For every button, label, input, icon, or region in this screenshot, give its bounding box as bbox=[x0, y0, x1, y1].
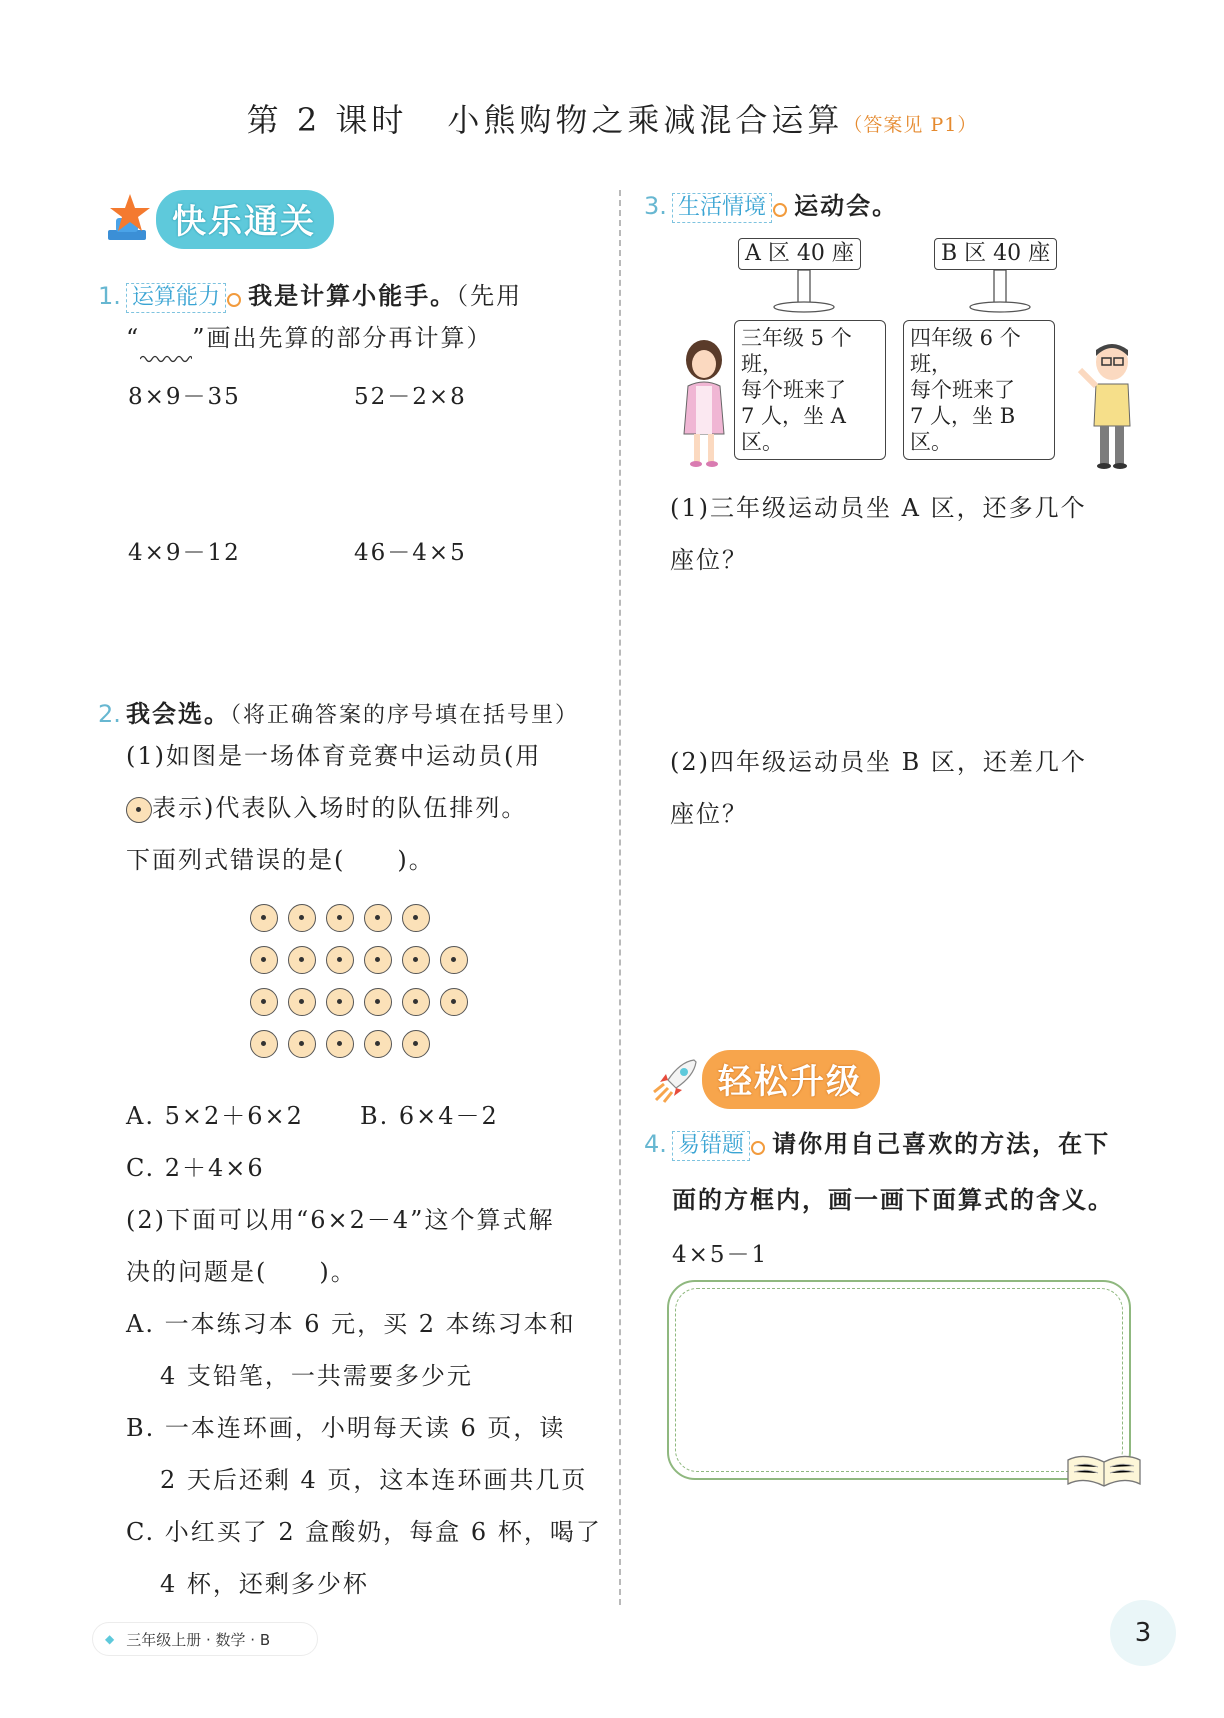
athlete-dot bbox=[250, 946, 278, 974]
question-number: 3. bbox=[644, 192, 667, 220]
instruction-text: （将正确答案的序号填在括号里） bbox=[230, 703, 580, 728]
lesson-number: 第 2 课时 bbox=[246, 101, 408, 139]
athlete-dot bbox=[364, 988, 392, 1016]
zone-a-sign: A 区 40 座 bbox=[738, 238, 861, 270]
expression-2: 52－2×8 bbox=[354, 384, 467, 410]
skill-tag: 易错题 bbox=[672, 1131, 750, 1161]
q2-part2-option-a-line1: A. 一本练习本 6 元，买 2 本练习本和 bbox=[126, 1310, 576, 1338]
athlete-dot-icon bbox=[126, 797, 152, 823]
q3-sub1-line2: 座位？ bbox=[670, 546, 748, 574]
athlete-dot bbox=[250, 1030, 278, 1058]
section-label: 轻松升级 bbox=[702, 1050, 880, 1109]
expression-1: 8×9－35 bbox=[128, 384, 241, 410]
athlete-dot bbox=[364, 946, 392, 974]
skill-tag: 运算能力 bbox=[126, 283, 226, 313]
q2-part2-line1: (2)下面可以用“6×2－4”这个算式解 bbox=[126, 1206, 555, 1234]
tag-dot-icon bbox=[227, 293, 241, 307]
q2-part2-option-b-line2: 2 天后还剩 4 页，这本连环画共几页 bbox=[160, 1466, 588, 1494]
question-3-header bbox=[644, 186, 898, 223]
drawing-box-inner-border bbox=[675, 1288, 1123, 1472]
answer-reference: （答案见 P1） bbox=[843, 114, 978, 136]
sign-post-a-icon bbox=[760, 270, 850, 314]
q2-part2-option-c-line2: 4 杯，还剩多少杯 bbox=[160, 1570, 369, 1598]
athlete-dot bbox=[250, 904, 278, 932]
question-4-header bbox=[644, 1124, 1110, 1161]
athlete-dot bbox=[402, 904, 430, 932]
athlete-dot bbox=[288, 988, 316, 1016]
expression-4: 46－4×5 bbox=[354, 540, 467, 566]
question-instruction-line1: 请你用自己喜欢的方法，在下 bbox=[772, 1130, 1111, 1158]
athlete-dot bbox=[326, 988, 354, 1016]
formation-row-4 bbox=[250, 1030, 468, 1058]
diamond-icon: ◆ bbox=[105, 1632, 115, 1646]
athlete-dot bbox=[288, 904, 316, 932]
q2-part2-option-c-line1: C. 小红买了 2 盒酸奶，每盒 6 杯，喝了 bbox=[126, 1518, 602, 1546]
page-number: 3 bbox=[1110, 1600, 1176, 1666]
athlete-dot bbox=[402, 946, 430, 974]
question-1-instruction: “ ”画出先算的部分再计算） bbox=[126, 312, 493, 364]
q4-expression: 4×5－1 bbox=[672, 1242, 769, 1268]
q3-sub1-line1: (1)三年级运动员坐 A 区，还多几个 bbox=[670, 494, 1087, 522]
q2-part1-option-b: B. 6×4－2 bbox=[360, 1102, 499, 1130]
athlete-dot bbox=[364, 904, 392, 932]
athlete-dot bbox=[326, 946, 354, 974]
athlete-dot bbox=[326, 904, 354, 932]
skill-tag: 生活情境 bbox=[672, 193, 772, 223]
question-heading: 运动会。 bbox=[794, 192, 899, 220]
q2-part1-line1: (1)如图是一场体育竞赛中运动员(用 bbox=[126, 742, 542, 770]
instruction-text: （先用 bbox=[456, 282, 523, 310]
athlete-formation bbox=[250, 904, 468, 1072]
q2-part1-line2: 表示)代表队入场时的队伍排列。 bbox=[126, 782, 527, 834]
athlete-dot bbox=[364, 1030, 392, 1058]
rocket-icon bbox=[650, 1054, 702, 1106]
lesson-title: 小熊购物之乘减混合运算 bbox=[447, 101, 844, 139]
question-number: 4. bbox=[644, 1130, 667, 1158]
question-heading: 我会选。 bbox=[126, 700, 230, 728]
column-divider bbox=[619, 190, 621, 1605]
section-banner-happy-pass bbox=[100, 190, 334, 249]
q2-part1-line3: 下面列式错误的是( )。 bbox=[126, 846, 435, 874]
speech-bubble-grade3: 三年级 5 个班， 每个班来了 7 人，坐 A 区。 bbox=[734, 320, 886, 460]
book-title: 三年级上册 · 数学 · B bbox=[126, 1630, 271, 1649]
athlete-dot bbox=[288, 946, 316, 974]
section-banner-easy-upgrade bbox=[650, 1050, 880, 1109]
tag-dot-icon bbox=[773, 203, 787, 217]
tag-dot-icon bbox=[751, 1141, 765, 1155]
athlete-dot bbox=[440, 946, 468, 974]
athlete-dot bbox=[326, 1030, 354, 1058]
section-label: 快乐通关 bbox=[156, 190, 334, 249]
wavy-underline-icon bbox=[140, 354, 192, 364]
q2-part1-option-c: C. 2＋4×6 bbox=[126, 1154, 265, 1182]
formation-row-1 bbox=[250, 904, 468, 932]
male-teacher-icon bbox=[1074, 340, 1146, 472]
drawing-answer-box[interactable] bbox=[667, 1280, 1131, 1480]
female-teacher-icon bbox=[674, 338, 734, 470]
athlete-dot bbox=[250, 988, 278, 1016]
q2-part2-line2: 决的问题是( )。 bbox=[126, 1258, 357, 1286]
question-heading: 我是计算小能手。 bbox=[248, 282, 457, 310]
open-book-icon bbox=[1064, 1440, 1144, 1492]
page-title bbox=[0, 95, 1224, 141]
q3-sub2-line1: (2)四年级运动员坐 B 区，还差几个 bbox=[670, 748, 1087, 776]
sign-post-b-icon bbox=[956, 270, 1046, 314]
q2-part2-option-b-line1: B. 一本连环画，小明每天读 6 页，读 bbox=[126, 1414, 566, 1442]
book-footer-label bbox=[92, 1622, 318, 1656]
formation-row-2 bbox=[250, 946, 468, 974]
expression-3: 4×9－12 bbox=[128, 540, 241, 566]
athlete-dot bbox=[402, 988, 430, 1016]
question-number: 1. bbox=[98, 282, 121, 310]
athlete-dot bbox=[440, 988, 468, 1016]
formation-row-3 bbox=[250, 988, 468, 1016]
athlete-dot bbox=[402, 1030, 430, 1058]
athlete-dot bbox=[288, 1030, 316, 1058]
question-instruction-line2: 面的方框内，画一画下面算式的含义。 bbox=[672, 1186, 1114, 1214]
q2-part1-option-a: A. 5×2＋6×2 bbox=[126, 1102, 304, 1130]
q2-part2-option-a-line2: 4 支铅笔，一共需要多少元 bbox=[160, 1362, 473, 1390]
question-number: 2. bbox=[98, 700, 121, 728]
speech-bubble-grade4: 四年级 6 个班， 每个班来了 7 人，坐 B 区。 bbox=[903, 320, 1055, 460]
q3-sub2-line2: 座位？ bbox=[670, 800, 748, 828]
zone-b-sign: B 区 40 座 bbox=[934, 238, 1057, 270]
star-trophy-icon bbox=[100, 192, 156, 248]
